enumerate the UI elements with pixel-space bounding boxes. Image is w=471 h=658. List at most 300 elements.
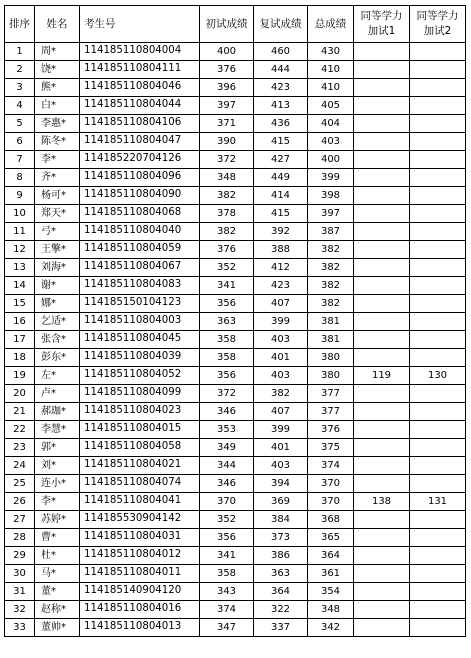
cell-exam-no: 114185110804099 <box>80 385 200 403</box>
cell-total: 387 <box>308 223 354 241</box>
cell-extra2 <box>410 61 466 79</box>
table-row <box>5 205 466 223</box>
cell-extra2 <box>410 259 466 277</box>
cell-extra1 <box>354 529 410 547</box>
cell-total: 374 <box>308 457 354 475</box>
table-row <box>5 421 466 439</box>
cell-rank: 21 <box>5 403 35 421</box>
cell-name: 李* <box>35 151 80 169</box>
cell-extra2 <box>410 205 466 223</box>
cell-retest: 407 <box>254 295 308 313</box>
cell-prelim: 346 <box>200 475 254 493</box>
cell-total: 380 <box>308 349 354 367</box>
cell-name: 杜* <box>35 547 80 565</box>
cell-retest: 423 <box>254 277 308 295</box>
cell-rank: 28 <box>5 529 35 547</box>
cell-total: 342 <box>308 619 354 637</box>
table-row <box>5 403 466 421</box>
cell-extra1 <box>354 187 410 205</box>
table-row <box>5 79 466 97</box>
cell-name: 刘海* <box>35 259 80 277</box>
cell-extra2 <box>410 313 466 331</box>
cell-extra2 <box>410 151 466 169</box>
cell-prelim: 374 <box>200 601 254 619</box>
cell-exam-no: 114185110804046 <box>80 79 200 97</box>
cell-extra2 <box>410 619 466 637</box>
cell-extra1 <box>354 511 410 529</box>
cell-extra2 <box>410 241 466 259</box>
cell-total: 354 <box>308 583 354 601</box>
cell-prelim: 343 <box>200 583 254 601</box>
cell-rank: 24 <box>5 457 35 475</box>
cell-prelim: 372 <box>200 151 254 169</box>
cell-name: 郑天* <box>35 205 80 223</box>
cell-rank: 6 <box>5 133 35 151</box>
cell-exam-no: 114185110804003 <box>80 313 200 331</box>
table-row <box>5 619 466 637</box>
cell-total: 370 <box>308 475 354 493</box>
score-table <box>4 5 466 637</box>
cell-name: 娜* <box>35 295 80 313</box>
cell-prelim: 363 <box>200 313 254 331</box>
cell-extra1 <box>354 61 410 79</box>
cell-extra1 <box>354 223 410 241</box>
cell-rank: 15 <box>5 295 35 313</box>
cell-total: 382 <box>308 241 354 259</box>
cell-prelim: 341 <box>200 277 254 295</box>
cell-extra1 <box>354 349 410 367</box>
cell-prelim: 371 <box>200 115 254 133</box>
cell-exam-no: 114185110804023 <box>80 403 200 421</box>
cell-prelim: 352 <box>200 511 254 529</box>
cell-retest: 373 <box>254 529 308 547</box>
cell-exam-no: 114185110804004 <box>80 43 200 61</box>
cell-name: 白* <box>35 97 80 115</box>
table-row <box>5 511 466 529</box>
cell-total: 381 <box>308 313 354 331</box>
cell-prelim: 344 <box>200 457 254 475</box>
cell-prelim: 370 <box>200 493 254 511</box>
cell-prelim: 348 <box>200 169 254 187</box>
cell-exam-no: 114185110804106 <box>80 115 200 133</box>
cell-extra1 <box>354 331 410 349</box>
cell-exam-no: 114185110804039 <box>80 349 200 367</box>
table-row <box>5 97 466 115</box>
table-row <box>5 223 466 241</box>
cell-retest: 322 <box>254 601 308 619</box>
table-row <box>5 61 466 79</box>
cell-extra1 <box>354 277 410 295</box>
table-row <box>5 583 466 601</box>
cell-extra1 <box>354 601 410 619</box>
header-retest: 复试成绩 <box>254 6 308 43</box>
cell-retest: 394 <box>254 475 308 493</box>
cell-exam-no: 114185110804031 <box>80 529 200 547</box>
cell-extra1 <box>354 43 410 61</box>
table-row <box>5 439 466 457</box>
cell-retest: 449 <box>254 169 308 187</box>
cell-name: 李慧* <box>35 421 80 439</box>
cell-name: 曹* <box>35 529 80 547</box>
cell-retest: 337 <box>254 619 308 637</box>
cell-prelim: 352 <box>200 259 254 277</box>
cell-extra2 <box>410 565 466 583</box>
table-row <box>5 169 466 187</box>
cell-exam-no: 114185150104123 <box>80 295 200 313</box>
table-row <box>5 43 466 61</box>
cell-exam-no: 114185110804068 <box>80 205 200 223</box>
cell-extra1 <box>354 259 410 277</box>
cell-exam-no: 114185110804067 <box>80 259 200 277</box>
cell-extra1 <box>354 385 410 403</box>
cell-extra1 <box>354 295 410 313</box>
cell-extra1 <box>354 439 410 457</box>
cell-prelim: 346 <box>200 403 254 421</box>
cell-total: 377 <box>308 385 354 403</box>
cell-rank: 1 <box>5 43 35 61</box>
cell-name: 赵称* <box>35 601 80 619</box>
cell-prelim: 382 <box>200 187 254 205</box>
cell-rank: 20 <box>5 385 35 403</box>
table-row <box>5 547 466 565</box>
cell-name: 郭* <box>35 439 80 457</box>
cell-extra1 <box>354 421 410 439</box>
cell-prelim: 349 <box>200 439 254 457</box>
header-row <box>5 6 466 43</box>
cell-name: 王擎* <box>35 241 80 259</box>
cell-extra2 <box>410 133 466 151</box>
cell-extra2 <box>410 421 466 439</box>
cell-rank: 30 <box>5 565 35 583</box>
cell-extra2 <box>410 583 466 601</box>
cell-extra1 <box>354 151 410 169</box>
cell-name: 张含* <box>35 331 80 349</box>
cell-name: 李* <box>35 493 80 511</box>
cell-extra1 <box>354 169 410 187</box>
cell-retest: 436 <box>254 115 308 133</box>
cell-total: 410 <box>308 79 354 97</box>
cell-retest: 369 <box>254 493 308 511</box>
cell-prelim: 372 <box>200 385 254 403</box>
cell-exam-no: 114185110804090 <box>80 187 200 205</box>
cell-total: 348 <box>308 601 354 619</box>
cell-prelim: 378 <box>200 205 254 223</box>
cell-total: 404 <box>308 115 354 133</box>
cell-total: 430 <box>308 43 354 61</box>
table-row <box>5 259 466 277</box>
cell-retest: 444 <box>254 61 308 79</box>
cell-prelim: 347 <box>200 619 254 637</box>
cell-total: 398 <box>308 187 354 205</box>
cell-exam-no: 114185110804021 <box>80 457 200 475</box>
cell-rank: 9 <box>5 187 35 205</box>
table-row <box>5 187 466 205</box>
cell-rank: 32 <box>5 601 35 619</box>
cell-extra2 <box>410 349 466 367</box>
cell-retest: 388 <box>254 241 308 259</box>
cell-prelim: 400 <box>200 43 254 61</box>
cell-rank: 8 <box>5 169 35 187</box>
cell-extra2 <box>410 475 466 493</box>
cell-prelim: 382 <box>200 223 254 241</box>
table-row <box>5 565 466 583</box>
cell-name: 左* <box>35 367 80 385</box>
cell-exam-no: 114185110804012 <box>80 547 200 565</box>
cell-extra1 <box>354 475 410 493</box>
cell-total: 397 <box>308 205 354 223</box>
cell-retest: 403 <box>254 367 308 385</box>
cell-extra2 <box>410 511 466 529</box>
cell-prelim: 358 <box>200 565 254 583</box>
cell-exam-no: 114185110804011 <box>80 565 200 583</box>
cell-rank: 27 <box>5 511 35 529</box>
cell-extra2: 131 <box>410 493 466 511</box>
cell-extra1 <box>354 457 410 475</box>
cell-rank: 31 <box>5 583 35 601</box>
cell-rank: 23 <box>5 439 35 457</box>
table-row <box>5 331 466 349</box>
cell-retest: 364 <box>254 583 308 601</box>
cell-name: 卢* <box>35 385 80 403</box>
cell-prelim: 341 <box>200 547 254 565</box>
cell-name: 陈冬* <box>35 133 80 151</box>
cell-retest: 414 <box>254 187 308 205</box>
cell-exam-no: 114185110804040 <box>80 223 200 241</box>
cell-total: 400 <box>308 151 354 169</box>
header-name: 姓名 <box>35 6 80 43</box>
cell-rank: 22 <box>5 421 35 439</box>
cell-exam-no: 114185530904142 <box>80 511 200 529</box>
cell-prelim: 376 <box>200 61 254 79</box>
cell-extra1 <box>354 241 410 259</box>
cell-rank: 19 <box>5 367 35 385</box>
table-row <box>5 475 466 493</box>
table-row <box>5 601 466 619</box>
cell-rank: 17 <box>5 331 35 349</box>
cell-prelim: 390 <box>200 133 254 151</box>
cell-retest: 403 <box>254 457 308 475</box>
cell-total: 375 <box>308 439 354 457</box>
cell-rank: 7 <box>5 151 35 169</box>
cell-name: 弓* <box>35 223 80 241</box>
cell-extra2 <box>410 457 466 475</box>
cell-extra2 <box>410 79 466 97</box>
cell-exam-no: 114185110804016 <box>80 601 200 619</box>
cell-rank: 14 <box>5 277 35 295</box>
cell-total: 410 <box>308 61 354 79</box>
cell-name: 齐* <box>35 169 80 187</box>
cell-name: 彭东* <box>35 349 80 367</box>
cell-name: 谢* <box>35 277 80 295</box>
cell-total: 370 <box>308 493 354 511</box>
cell-exam-no: 114185110804047 <box>80 133 200 151</box>
header-rank: 排序 <box>5 6 35 43</box>
cell-extra2 <box>410 547 466 565</box>
cell-extra1 <box>354 565 410 583</box>
cell-exam-no: 114185110804111 <box>80 61 200 79</box>
cell-name: 李惠* <box>35 115 80 133</box>
cell-retest: 363 <box>254 565 308 583</box>
cell-extra1 <box>354 79 410 97</box>
cell-retest: 382 <box>254 385 308 403</box>
cell-name: 乞适* <box>35 313 80 331</box>
cell-extra2 <box>410 115 466 133</box>
cell-rank: 11 <box>5 223 35 241</box>
header-extra2: 同等学力 加试2 <box>410 6 466 43</box>
cell-extra2 <box>410 277 466 295</box>
cell-extra2 <box>410 439 466 457</box>
cell-name: 连小* <box>35 475 80 493</box>
cell-total: 399 <box>308 169 354 187</box>
cell-rank: 13 <box>5 259 35 277</box>
cell-rank: 4 <box>5 97 35 115</box>
cell-retest: 401 <box>254 349 308 367</box>
table-row <box>5 313 466 331</box>
cell-prelim: 353 <box>200 421 254 439</box>
cell-retest: 399 <box>254 313 308 331</box>
cell-extra1 <box>354 97 410 115</box>
cell-rank: 10 <box>5 205 35 223</box>
cell-total: 380 <box>308 367 354 385</box>
cell-extra1: 119 <box>354 367 410 385</box>
table-row <box>5 457 466 475</box>
cell-exam-no: 114185110804045 <box>80 331 200 349</box>
cell-rank: 29 <box>5 547 35 565</box>
table-row <box>5 133 466 151</box>
cell-prelim: 358 <box>200 349 254 367</box>
cell-extra1 <box>354 133 410 151</box>
cell-retest: 407 <box>254 403 308 421</box>
table-row <box>5 385 466 403</box>
cell-extra1: 138 <box>354 493 410 511</box>
cell-name: 刘* <box>35 457 80 475</box>
cell-extra1 <box>354 403 410 421</box>
table-row <box>5 493 466 511</box>
cell-retest: 423 <box>254 79 308 97</box>
cell-retest: 401 <box>254 439 308 457</box>
cell-extra1 <box>354 313 410 331</box>
cell-total: 365 <box>308 529 354 547</box>
cell-prelim: 356 <box>200 295 254 313</box>
cell-name: 董帅* <box>35 619 80 637</box>
cell-total: 382 <box>308 295 354 313</box>
cell-total: 368 <box>308 511 354 529</box>
cell-retest: 399 <box>254 421 308 439</box>
cell-extra2 <box>410 403 466 421</box>
cell-extra2 <box>410 331 466 349</box>
cell-prelim: 358 <box>200 331 254 349</box>
cell-exam-no: 114185110804083 <box>80 277 200 295</box>
cell-retest: 413 <box>254 97 308 115</box>
cell-prelim: 396 <box>200 79 254 97</box>
cell-exam-no: 114185110804015 <box>80 421 200 439</box>
header-exam-no: 考生号 <box>80 6 200 43</box>
cell-extra2 <box>410 385 466 403</box>
cell-total: 364 <box>308 547 354 565</box>
cell-retest: 386 <box>254 547 308 565</box>
cell-name: 郝珈* <box>35 403 80 421</box>
cell-name: 熊* <box>35 79 80 97</box>
cell-rank: 5 <box>5 115 35 133</box>
cell-extra1 <box>354 115 410 133</box>
cell-retest: 427 <box>254 151 308 169</box>
table-row <box>5 367 466 385</box>
cell-prelim: 356 <box>200 529 254 547</box>
cell-extra2 <box>410 187 466 205</box>
cell-exam-no: 114185110804052 <box>80 367 200 385</box>
cell-rank: 26 <box>5 493 35 511</box>
cell-retest: 415 <box>254 205 308 223</box>
cell-rank: 2 <box>5 61 35 79</box>
header-extra1: 同等学力 加试1 <box>354 6 410 43</box>
cell-extra1 <box>354 547 410 565</box>
cell-name: 董* <box>35 583 80 601</box>
cell-extra2: 130 <box>410 367 466 385</box>
cell-extra2 <box>410 223 466 241</box>
cell-rank: 18 <box>5 349 35 367</box>
cell-extra2 <box>410 295 466 313</box>
cell-exam-no: 114185110804058 <box>80 439 200 457</box>
cell-prelim: 397 <box>200 97 254 115</box>
cell-name: 杨可* <box>35 187 80 205</box>
table-row <box>5 277 466 295</box>
cell-prelim: 356 <box>200 367 254 385</box>
cell-rank: 16 <box>5 313 35 331</box>
cell-extra2 <box>410 601 466 619</box>
cell-retest: 403 <box>254 331 308 349</box>
table-row <box>5 115 466 133</box>
cell-extra2 <box>410 529 466 547</box>
table-row <box>5 529 466 547</box>
cell-name: 饶* <box>35 61 80 79</box>
cell-rank: 33 <box>5 619 35 637</box>
cell-total: 376 <box>308 421 354 439</box>
cell-extra2 <box>410 169 466 187</box>
table-row <box>5 295 466 313</box>
header-total: 总成绩 <box>308 6 354 43</box>
cell-total: 405 <box>308 97 354 115</box>
cell-total: 403 <box>308 133 354 151</box>
cell-rank: 3 <box>5 79 35 97</box>
cell-name: 周* <box>35 43 80 61</box>
cell-rank: 25 <box>5 475 35 493</box>
cell-exam-no: 114185220704126 <box>80 151 200 169</box>
cell-retest: 392 <box>254 223 308 241</box>
cell-retest: 384 <box>254 511 308 529</box>
cell-total: 382 <box>308 277 354 295</box>
cell-name: 苏婷* <box>35 511 80 529</box>
cell-extra2 <box>410 97 466 115</box>
cell-prelim: 376 <box>200 241 254 259</box>
cell-extra1 <box>354 205 410 223</box>
cell-total: 382 <box>308 259 354 277</box>
cell-exam-no: 114185110804013 <box>80 619 200 637</box>
cell-exam-no: 114185110804096 <box>80 169 200 187</box>
cell-extra1 <box>354 583 410 601</box>
cell-total: 381 <box>308 331 354 349</box>
cell-extra1 <box>354 619 410 637</box>
table-row <box>5 151 466 169</box>
cell-rank: 12 <box>5 241 35 259</box>
cell-exam-no: 114185110804041 <box>80 493 200 511</box>
header-prelim: 初试成绩 <box>200 6 254 43</box>
cell-total: 377 <box>308 403 354 421</box>
cell-retest: 460 <box>254 43 308 61</box>
cell-extra2 <box>410 43 466 61</box>
cell-name: 马* <box>35 565 80 583</box>
cell-retest: 412 <box>254 259 308 277</box>
cell-exam-no: 114185110804044 <box>80 97 200 115</box>
